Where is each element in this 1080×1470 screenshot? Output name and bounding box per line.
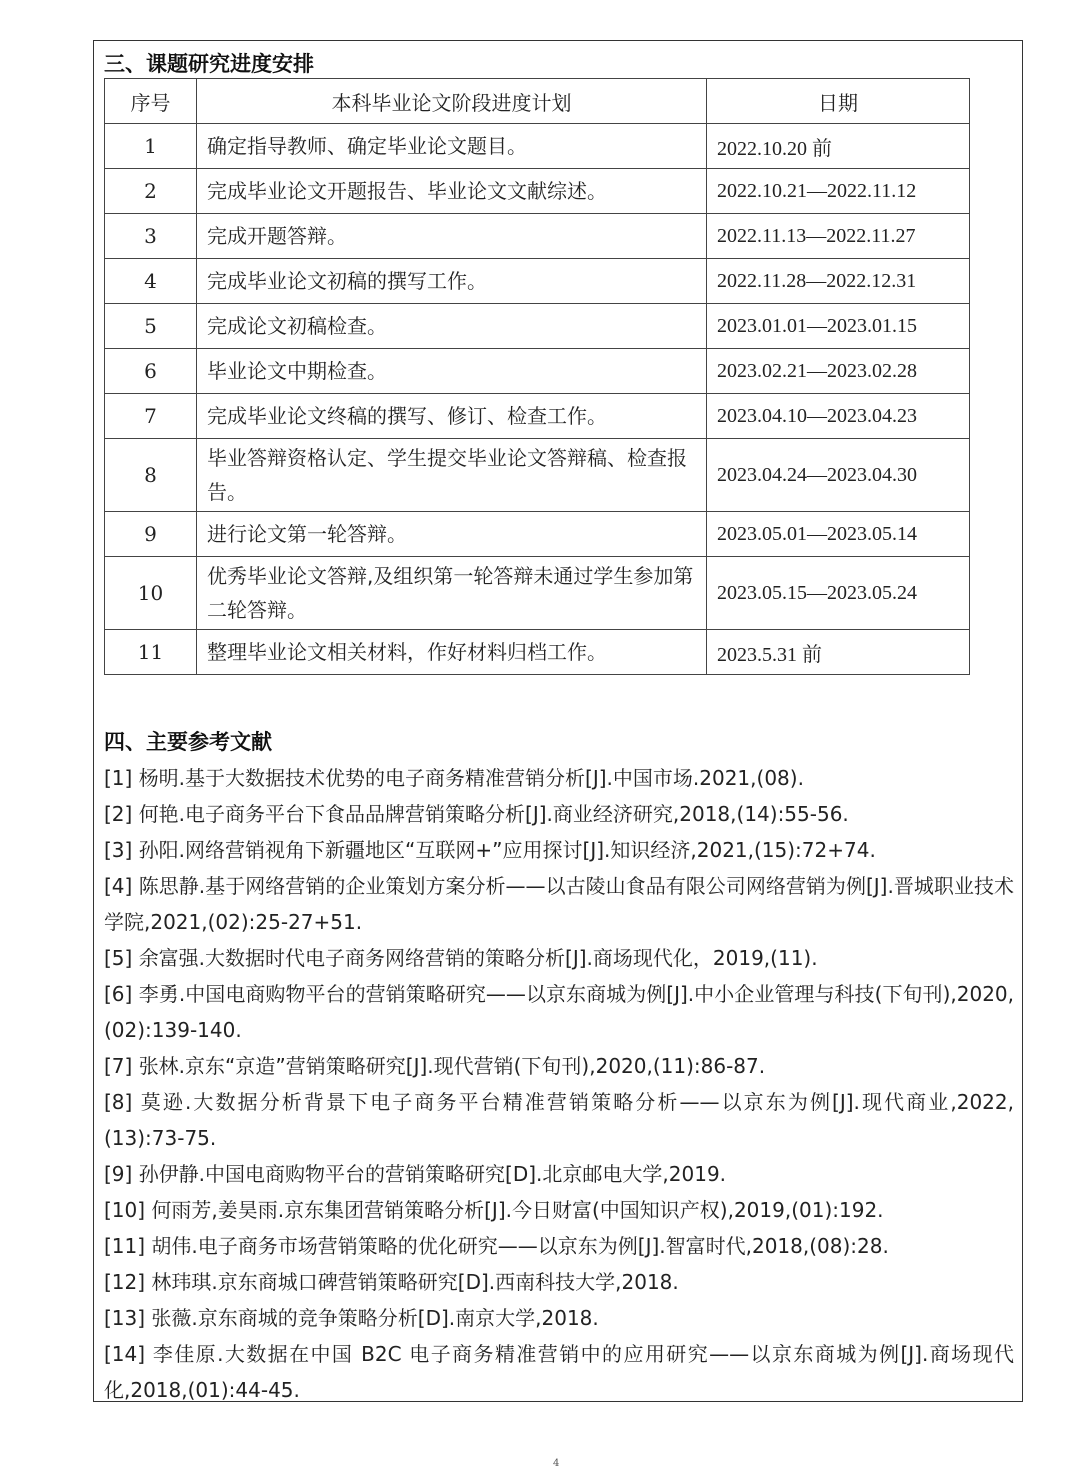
row-number: 1: [105, 124, 197, 169]
row-number: 7: [105, 394, 197, 439]
references-section-title: 四、主要参考文献: [104, 730, 272, 754]
reference-item: [7] 张林.京东“京造”营销策略研究[J].现代营销(下旬刊),2020,(11):86-87.: [104, 1054, 766, 1078]
row-date: 2022.11.28—2022.12.31: [707, 259, 970, 304]
reference-item: [5] 余富强.大数据时代电子商务网络营销的策略分析[J].商场现代化，2019,(11).: [104, 946, 818, 970]
table-row: [105, 557, 970, 630]
schedule-section-title: 三、课题研究进度安排: [104, 52, 314, 76]
reference-item: [10] 何雨芳,姜昊雨.京东集团营销策略分析[J].今日财富(中国知识产权),2019,(01):192.: [104, 1198, 884, 1222]
row-date: 2023.5.31 前: [707, 630, 970, 675]
table-header-row: [105, 79, 970, 124]
row-plan: 完成毕业论文终稿的撰写、修订、检查工作。: [197, 394, 707, 439]
row-date: 2023.05.01—2023.05.14: [707, 512, 970, 557]
header-no: 序号: [105, 79, 197, 124]
table-row: [105, 124, 970, 169]
row-plan: 完成毕业论文初稿的撰写工作。: [197, 259, 707, 304]
table-row: [105, 512, 970, 557]
table-row: [105, 214, 970, 259]
row-number: 5: [105, 304, 197, 349]
row-plan: 完成开题答辩。: [197, 214, 707, 259]
reference-item: [6] 李勇.中国电商购物平台的营销策略研究——以京东商城为例[J].中小企业管理与科技(下旬刊),2020,(02):139-140.: [104, 982, 1014, 1042]
row-number: 2: [105, 169, 197, 214]
row-date: 2023.02.21—2023.02.28: [707, 349, 970, 394]
row-number: 8: [105, 439, 197, 512]
reference-item: [4] 陈思静.基于网络营销的企业策划方案分析——以古陵山食品有限公司网络营销为例[J].晋城职业技术学院,2021,(02):25-27+51.: [104, 874, 1014, 934]
reference-item: [1] 杨明.基于大数据技术优势的电子商务精准营销分析[J].中国市场.2021,(08).: [104, 766, 804, 790]
row-plan: 整理毕业论文相关材料，作好材料归档工作。: [197, 630, 707, 675]
table-row: [105, 349, 970, 394]
row-date: 2023.04.24—2023.04.30: [707, 439, 970, 512]
row-date: 2023.05.15—2023.05.24: [707, 557, 970, 630]
row-date: 2022.10.20 前: [707, 124, 970, 169]
references-list: [104, 760, 1014, 1408]
row-date: 2023.04.10—2023.04.23: [707, 394, 970, 439]
row-number: 3: [105, 214, 197, 259]
row-plan: 完成论文初稿检查。: [197, 304, 707, 349]
table-row: [105, 394, 970, 439]
table-row: [105, 304, 970, 349]
reference-item: [3] 孙阳.网络营销视角下新疆地区“互联网+”应用探讨[J].知识经济,2021,(15):72+74.: [104, 838, 876, 862]
row-number: 9: [105, 512, 197, 557]
reference-item: [9] 孙伊静.中国电商购物平台的营销策略研究[D].北京邮电大学,2019.: [104, 1162, 727, 1186]
row-date: 2022.10.21—2022.11.12: [707, 169, 970, 214]
reference-item: [14] 李佳原.大数据在中国 B2C 电子商务精准营销中的应用研究——以京东商城为例[J].商场现代化,2018,(01):44-45.: [104, 1342, 1014, 1402]
row-plan: 优秀毕业论文答辩,及组织第一轮答辩未通过学生参加第二轮答辩。: [197, 557, 707, 630]
reference-item: [8] 莫逊.大数据分析背景下电子商务平台精准营销策略分析——以京东为例[J].现代商业,2022,(13):73-75.: [104, 1090, 1014, 1150]
table-row: [105, 439, 970, 512]
row-plan: 毕业论文中期检查。: [197, 349, 707, 394]
row-date: 2023.01.01—2023.01.15: [707, 304, 970, 349]
row-number: 11: [105, 630, 197, 675]
row-plan: 完成毕业论文开题报告、毕业论文文献综述。: [197, 169, 707, 214]
row-plan: 确定指导教师、确定毕业论文题目。: [197, 124, 707, 169]
table-row: [105, 169, 970, 214]
table-row: [105, 259, 970, 304]
header-date: 日期: [707, 79, 970, 124]
row-number: 10: [105, 557, 197, 630]
row-plan: 毕业答辩资格认定、学生提交毕业论文答辩稿、检查报告。: [197, 439, 707, 512]
reference-item: [11] 胡伟.电子商务市场营销策略的优化研究——以京东为例[J].智富时代,2018,(08):28.: [104, 1234, 889, 1258]
schedule-table: [104, 78, 970, 675]
header-plan: 本科毕业论文阶段进度计划: [197, 79, 707, 124]
table-row: [105, 630, 970, 675]
page-number: 4: [553, 1458, 560, 1469]
reference-item: [2] 何艳.电子商务平台下食品品牌营销策略分析[J].商业经济研究,2018,(14):55-56.: [104, 802, 849, 826]
row-number: 6: [105, 349, 197, 394]
row-date: 2022.11.13—2022.11.27: [707, 214, 970, 259]
row-number: 4: [105, 259, 197, 304]
reference-item: [13] 张薇.京东商城的竞争策略分析[D].南京大学,2018.: [104, 1306, 599, 1330]
reference-item: [12] 林玮琪.京东商城口碑营销策略研究[D].西南科技大学,2018.: [104, 1270, 679, 1294]
row-plan: 进行论文第一轮答辩。: [197, 512, 707, 557]
